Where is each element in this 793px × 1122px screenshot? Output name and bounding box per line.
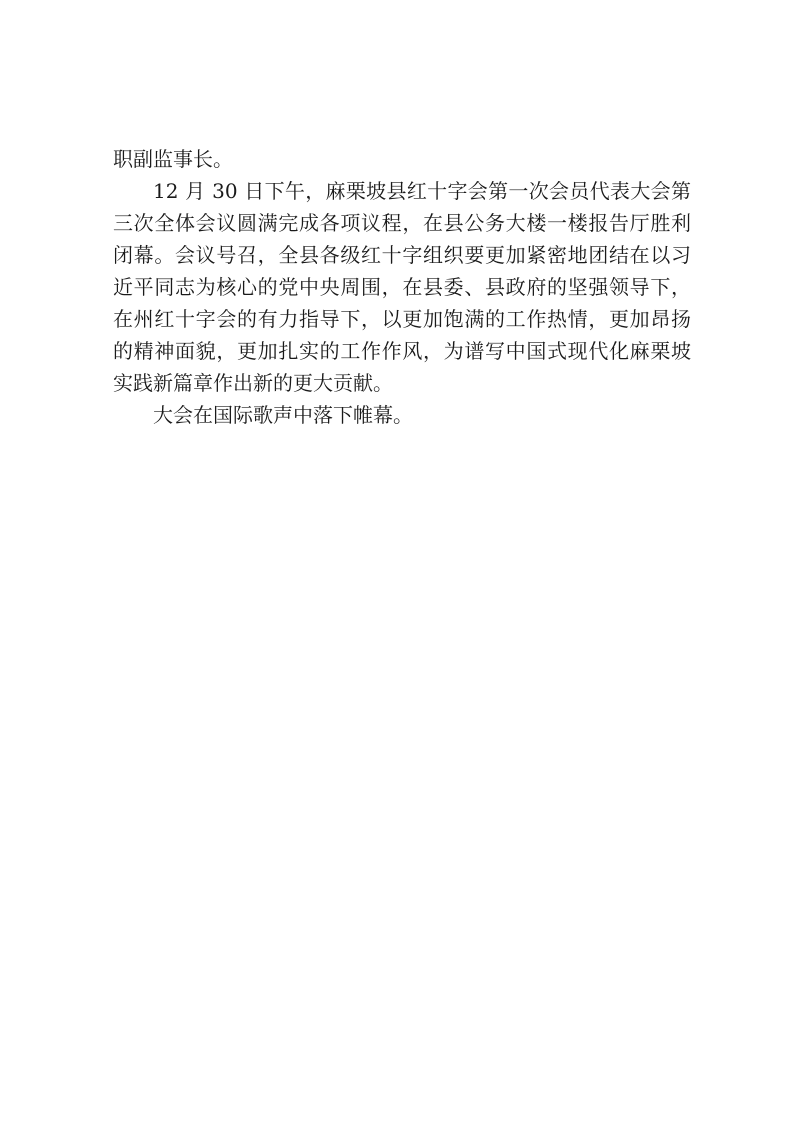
paragraph-2-line-3: 闭幕。会议号召，全县各级红十字组织要更加紧密地团结在以习 — [113, 243, 691, 267]
document-body — [113, 143, 691, 431]
paragraph-1-line-1: 职副监事长。 — [113, 147, 233, 171]
paragraph-2-line-4: 近平同志为核心的党中央周围，在县委、县政府的坚强领导下， — [113, 275, 691, 299]
paragraph-2-line-5: 在州红十字会的有力指导下，以更加饱满的工作热情，更加昂扬 — [113, 307, 691, 331]
paragraph-2-line-7: 实践新篇章作出新的更大贡献。 — [113, 371, 393, 395]
paragraph-2-line-1: 12 月 30 日下午，麻栗坡县红十字会第一次会员代表大会第 — [153, 179, 691, 203]
paragraph-2-line-2: 三次全体会议圆满完成各项议程，在县公务大楼一楼报告厅胜利 — [113, 211, 691, 235]
paragraph-3-line-1: 大会在国际歌声中落下帷幕。 — [153, 403, 413, 427]
paragraph-2-line-6: 的精神面貌，更加扎实的工作作风，为谱写中国式现代化麻栗坡 — [113, 339, 691, 363]
